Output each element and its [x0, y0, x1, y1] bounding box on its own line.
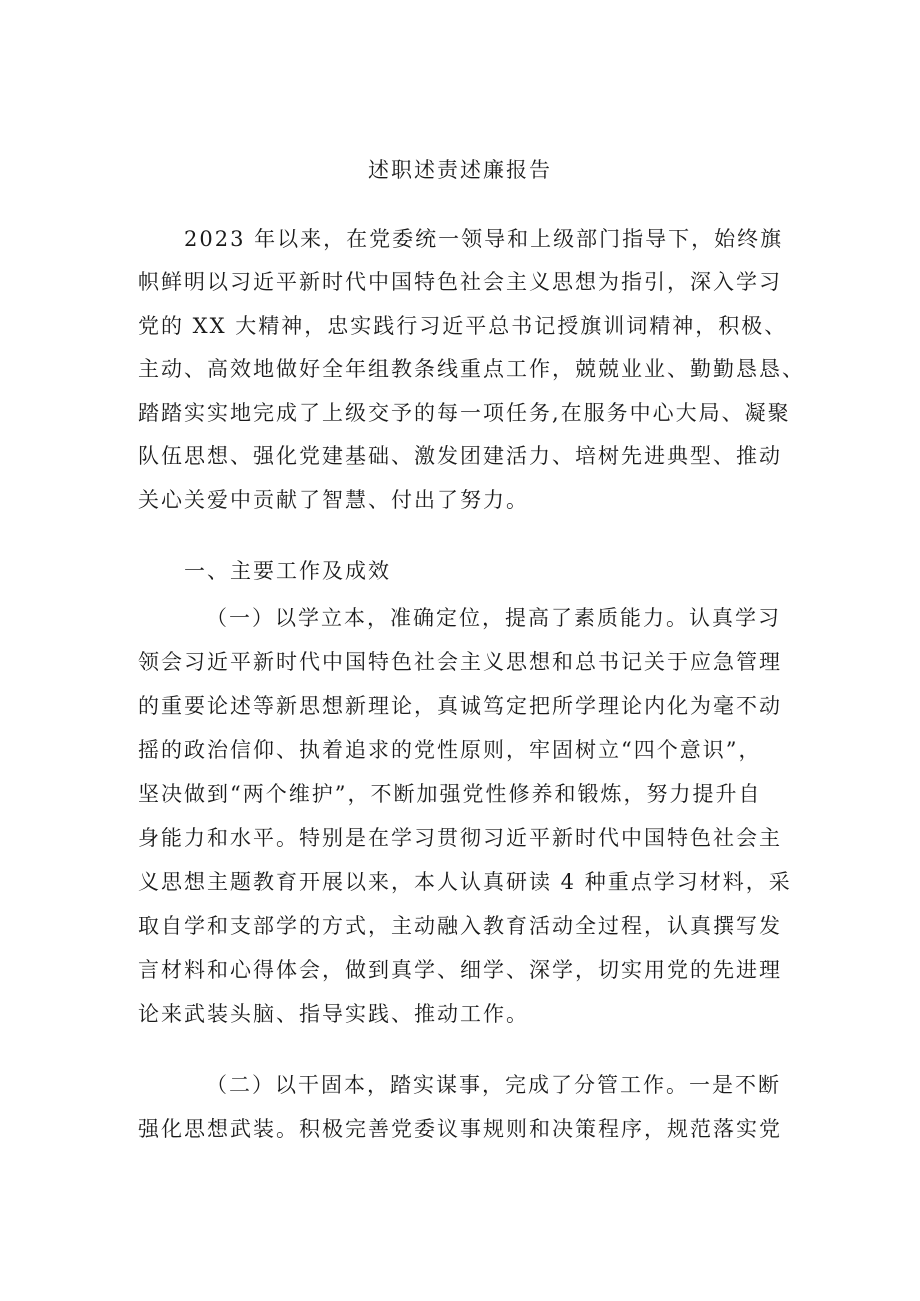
paragraph-line: 坚决做到“两个维护”，不断加强党性修养和锻炼，努力提升自 [138, 782, 762, 806]
paragraph-line: 踏踏实实地完成了上级交予的每一项任务,在服务中心大局、凝聚 [138, 401, 791, 425]
section-heading: 一、主要工作及成效 [184, 559, 391, 583]
document-title: 述职述责述廉报告 [368, 158, 552, 182]
paragraph-line: 关心关爱中贡献了智慧、付出了努力。 [138, 488, 529, 512]
paragraph-line: 主动、高效地做好全年组教条线重点工作，兢兢业业、勤勤恳恳、 [138, 357, 805, 381]
paragraph-line: 摇的政治信仰、执着追求的党性原则，牢固树立“四个意识”， [138, 738, 762, 762]
paragraph-line: 论来武装头脑、指导实践、推动工作。 [138, 1002, 529, 1026]
paragraph-line: 强化思想武装。积极完善党委议事规则和决策程序，规范落实党 [138, 1117, 782, 1141]
paragraph-line: 2023 年以来，在党委统一领导和上级部门指导下，始终旗 [184, 227, 784, 251]
subsection-heading-line: （一）以学立本，准确定位，提高了素质能力。认真学习 [206, 606, 781, 630]
paragraph-line: 身能力和水平。特别是在学习贯彻习近平新时代中国特色社会主 [138, 826, 782, 850]
paragraph-line: 义思想主题教育开展以来，本人认真研读 4 种重点学习材料，采 [138, 870, 792, 894]
subsection-heading-line: （二）以干固本，踏实谋事，完成了分管工作。一是不断 [206, 1073, 781, 1097]
paragraph-line: 帜鲜明以习近平新时代中国特色社会主义思想为指引，深入学习 [138, 270, 782, 294]
paragraph-line: 取自学和支部学的方式，主动融入教育活动全过程，认真撰写发 [138, 914, 782, 938]
paragraph-line: 队伍思想、强化党建基础、激发团建活力、培树先进典型、推动 [138, 444, 782, 468]
paragraph-line: 党的 XX 大精神，忠实践行习近平总书记授旗训词精神，积极、 [138, 314, 788, 338]
paragraph-line: 领会习近平新时代中国特色社会主义思想和总书记关于应急管理 [138, 650, 782, 674]
paragraph-line: 言材料和心得体会，做到真学、细学、深学，切实用党的先进理 [138, 958, 782, 982]
paragraph-line: 的重要论述等新思想新理论，真诚笃定把所学理论内化为毫不动 [138, 694, 782, 718]
